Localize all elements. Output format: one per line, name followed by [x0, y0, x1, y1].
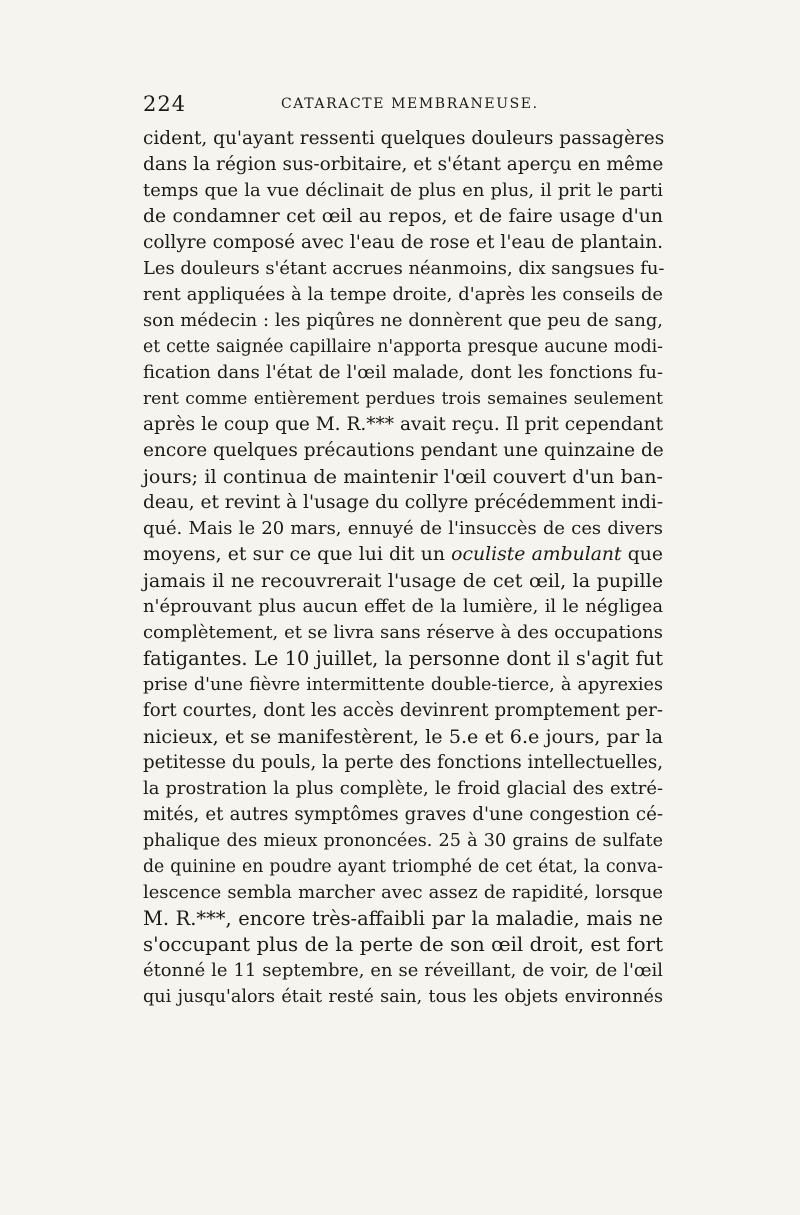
- text-line: de quinine en poudre ayant triomphé de cet état, la conva-: [143, 857, 663, 877]
- italic-term: oculiste ambulant: [451, 544, 622, 565]
- text-line: fort courtes, dont les accès devinrent promptement per-: [143, 700, 663, 721]
- text-line: rent comme entièrement perdues trois semaines seulement: [143, 389, 663, 409]
- text-line: Les douleurs s'étant accrues néanmoins, dix sangsues fu-: [143, 258, 665, 279]
- text-line: la prostration la plus complète, le froid glacial des extré-: [143, 778, 663, 799]
- text-line: M. R.***, encore très-affaibli par la maladie, mais ne: [143, 907, 663, 930]
- page-header: [143, 88, 675, 118]
- text-line: deau, et revint à l'usage du collyre précédemment indi-: [143, 492, 664, 513]
- text-line: jours; il continua de maintenir l'œil couvert d'un ban-: [143, 465, 663, 488]
- text-line: dans la région sus-orbitaire, et s'étant aperçu en même: [143, 154, 664, 175]
- text-line: jamais il ne recouvrerait l'usage de cet œil, la pupille: [143, 569, 663, 592]
- text-line: collyre composé avec l'eau de rose et l'eau de plantain.: [143, 232, 663, 253]
- page-number: 224: [143, 92, 187, 116]
- text-line: phalique des mieux prononcées. 25 à 30 grains de sulfate: [143, 831, 663, 851]
- text-line: fication dans l'état de l'œil malade, dont les fonctions fu-: [143, 362, 663, 383]
- text-line: s'occupant plus de la perte de son œil droit, est fort: [143, 933, 663, 956]
- text-segment: moyens, et sur ce que lui dit un: [143, 544, 452, 565]
- text-line: n'éprouvant plus aucun effet de la lumière, il le négligea: [143, 596, 663, 617]
- text-line: et cette saignée capillaire n'apporta presque aucune modi-: [143, 337, 663, 357]
- text-line: temps que la vue déclinait de plus en plus, il prit le parti: [143, 180, 663, 201]
- text-line: après le coup que M. R.*** avait reçu. Il prit cependant: [143, 414, 663, 435]
- text-line-with-italic: [143, 542, 663, 568]
- text-line: complètement, et se livra sans réserve à des occupations: [143, 622, 663, 643]
- text-segment: que: [621, 544, 663, 565]
- text-line: nicieux, et se manifestèrent, le 5.e et 6.e jours, par la: [143, 725, 663, 748]
- text-line: de condamner cet œil au repos, et de faire usage d'un: [143, 206, 663, 227]
- text-line: lescence sembla marcher avec assez de rapidité, lorsque: [143, 882, 663, 903]
- text-line: cident, qu'ayant ressenti quelques douleurs passagères: [143, 128, 665, 149]
- text-line: qué. Mais le 20 mars, ennuyé de l'insuccès de ces divers: [143, 518, 663, 539]
- text-line: mités, et autres symptômes graves d'une congestion cé-: [143, 804, 663, 825]
- text-line: petitesse du pouls, la perte des fonctions intellectuelles,: [143, 752, 663, 773]
- text-line: prise d'une fièvre intermittente double-tierce, à apyrexies: [143, 675, 663, 695]
- text-line: étonné le 11 septembre, en se réveillant, de voir, de l'œil: [143, 960, 663, 981]
- text-line: encore quelques précautions pendant une quinzaine de: [143, 440, 664, 461]
- body-text: [143, 126, 663, 1010]
- text-line: qui jusqu'alors était resté sain, tous les objets environnés: [143, 987, 663, 1007]
- running-title: CATARACTE MEMBRANEUSE.: [281, 96, 539, 112]
- text-line: rent appliquées à la tempe droite, d'après les conseils de: [143, 284, 663, 305]
- text-line: son médecin : les piqûres ne donnèrent que peu de sang,: [143, 310, 663, 331]
- text-line: fatigantes. Le 10 juillet, la personne dont il s'agit fut: [143, 647, 663, 670]
